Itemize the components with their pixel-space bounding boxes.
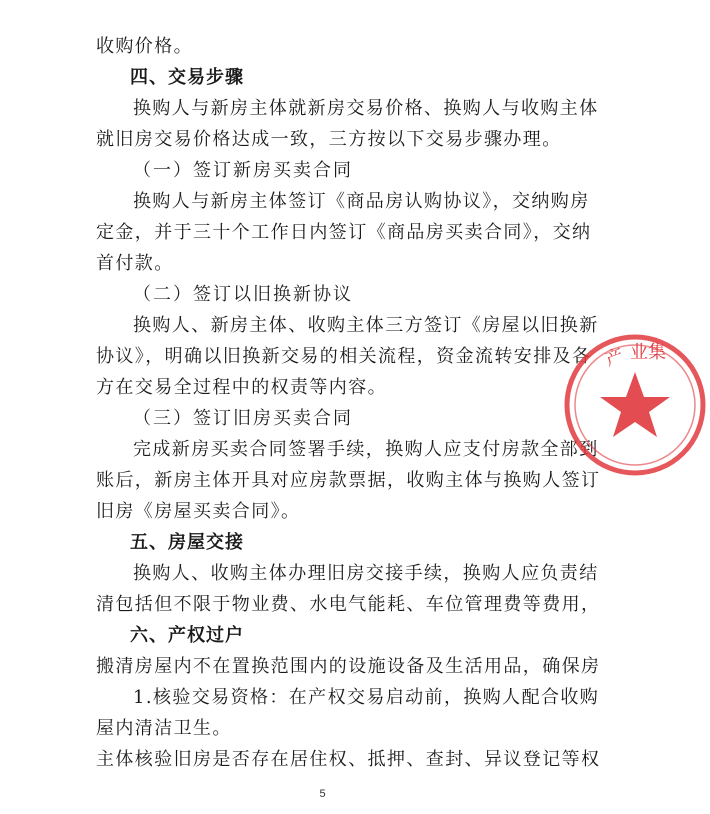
subheading-new-house-contract: （一）签订新房买卖合同 [133,160,353,181]
paragraph-line: 清包括但不限于物业费、水电气能耗、车位管理费等费用， [96,594,601,615]
paragraph-line: 账后，新房主体开具对应房款票据，收购主体与换购人签订 [96,470,601,491]
section-heading-title-transfer: 六、产权过户 [130,625,244,646]
official-seal-stamp [560,330,710,480]
paragraph-line: 1.核验交易资格：在产权交易启动前，换购人配合收购 [133,687,600,708]
paragraph-line: 首付款。 [96,253,174,274]
paragraph-line: 收购价格。 [96,36,193,57]
paragraph-line: 搬清房屋内不在置换范围内的设施设备及生活用品，确保房 [96,656,601,677]
paragraph-line: 完成新房买卖合同签署手续，换购人应支付房款全部到 [133,439,599,460]
page-number: 5 [319,788,326,800]
section-heading-steps: 四、交易步骤 [130,67,244,88]
paragraph-line: 就旧房交易价格达成一致，三方按以下交易步骤办理。 [96,129,562,150]
svg-text:产: 产 [602,344,627,371]
paragraph-line: 屋内清洁卫生。 [96,718,232,739]
paragraph-line: 旧房《房屋买卖合同》。 [96,501,301,522]
subheading-old-house-contract: （三）签订旧房买卖合同 [133,408,353,429]
paragraph-line: 主体核验旧房是否存在居住权、抵押、查封、异议登记等权 [96,749,601,770]
paragraph-line: 协议》，明确以旧换新交易的相关流程，资金流转安排及各 [96,346,592,367]
paragraph-line: 换购人与新房主体就新房交易价格、换购人与收购主体 [133,98,599,119]
paragraph-line: 定金，并于三十个工作日内签订《商品房买卖合同》，交纳 [96,222,592,243]
paragraph-line: 换购人、新房主体、收购主体三方签订《房屋以旧换新 [133,315,599,336]
paragraph-line: 换购人与新房主体签订《商品房认购协议》，交纳购房 [133,191,590,212]
svg-text:业集: 业集 [630,342,666,363]
paragraph-line: 方在交易全过程中的权责等内容。 [96,377,387,398]
section-heading-handover: 五、房屋交接 [130,532,244,553]
subheading-trade-in-agreement: （二）签订以旧换新协议 [133,284,353,305]
paragraph-line: 换购人、收购主体办理旧房交接手续，换购人应负责结 [133,563,599,584]
